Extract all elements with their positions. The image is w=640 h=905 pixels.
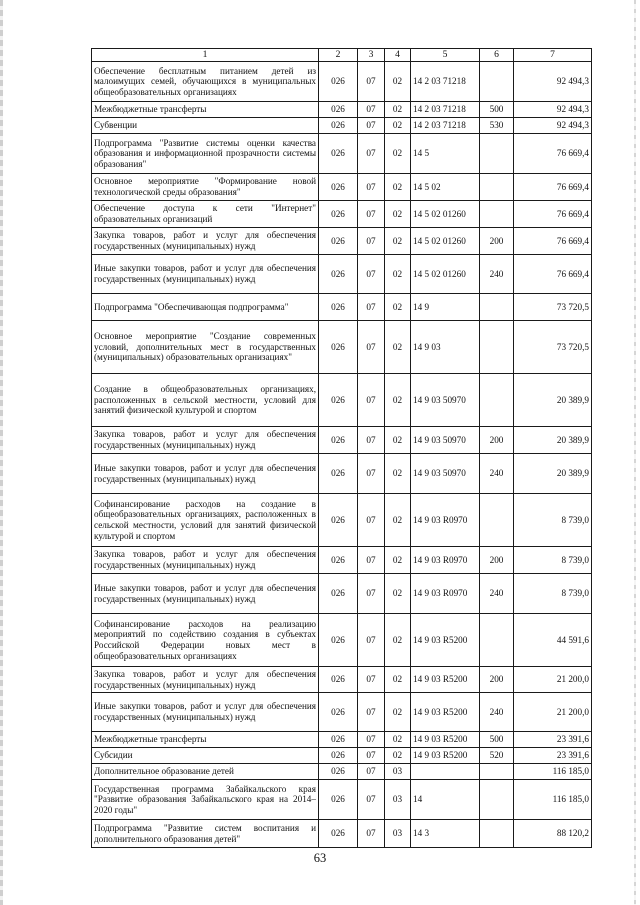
row-csr-cell: 14 9 03 R5200 [411,693,480,732]
table-row [92,780,592,820]
row-rz-cell: 07 [358,174,385,201]
row-name-cell: Иные закупки товаров, работ и услуг для обеспечения государственных (муниципальных) нужд [92,693,319,732]
row-pr-cell: 02 [385,321,411,374]
row-ved-cell: 026 [319,294,358,321]
row-name-cell: Межбюджетные трансферты [92,102,319,118]
row-vr-cell: 500 [480,732,514,748]
row-pr-cell: 02 [385,454,411,494]
row-sum-cell: 20 389,9 [514,454,592,494]
table-row [92,574,592,614]
row-csr-cell: 14 9 03 50970 [411,427,480,454]
row-name-cell: Субсидии [92,748,319,764]
row-vr-cell: 200 [480,547,514,574]
row-rz-cell: 07 [358,780,385,820]
row-ved-cell: 026 [319,574,358,614]
row-pr-cell: 02 [385,228,411,255]
row-ved-cell: 026 [319,134,358,174]
row-sum-cell: 23 391,6 [514,732,592,748]
table-row [92,174,592,201]
row-name-cell: Закупка товаров, работ и услуг для обеспечения государственных (муниципальных) нужд [92,667,319,693]
header-cell-ved: 2 [319,49,358,62]
row-vr-cell [480,62,514,102]
row-pr-cell: 02 [385,255,411,294]
row-rz-cell: 07 [358,732,385,748]
row-csr-cell: 14 5 02 01260 [411,228,480,255]
row-rz-cell: 07 [358,574,385,614]
row-rz-cell: 07 [358,294,385,321]
row-rz-cell: 07 [358,374,385,427]
table-row [92,134,592,174]
row-vr-cell [480,134,514,174]
row-sum-cell: 88 120,2 [514,820,592,848]
row-csr-cell: 14 5 02 [411,174,480,201]
row-ved-cell: 026 [319,174,358,201]
header-cell-pr: 4 [385,49,411,62]
table-row [92,693,592,732]
row-name-cell: Субвенции [92,118,319,134]
row-name-cell: Основное мероприятие "Создание современных условий, дополнительных мест в государственных (муниципальных) образовательных организациях" [92,321,319,374]
row-csr-cell: 14 9 03 50970 [411,374,480,427]
row-pr-cell: 02 [385,494,411,547]
table-row [92,321,592,374]
row-ved-cell: 026 [319,321,358,374]
header-cell-rz: 3 [358,49,385,62]
table-row [92,255,592,294]
row-csr-cell: 14 2 03 71218 [411,118,480,134]
table-row [92,732,592,748]
table-row [92,547,592,574]
row-name-cell: Подпрограмма "Развитие систем воспитания и дополнительного образования детей" [92,820,319,848]
row-sum-cell: 76 669,4 [514,255,592,294]
row-name-cell: Основное мероприятие "Формирование новой технологической среды образования" [92,174,319,201]
row-sum-cell: 73 720,5 [514,321,592,374]
row-ved-cell: 026 [319,732,358,748]
row-rz-cell: 07 [358,494,385,547]
row-pr-cell: 02 [385,294,411,321]
row-name-cell: Государственная программа Забайкальского края "Развитие образования Забайкальского края на 2014–2020 годы" [92,780,319,820]
row-rz-cell: 07 [358,614,385,667]
row-csr-cell: 14 9 03 R5200 [411,667,480,693]
row-vr-cell: 200 [480,667,514,693]
row-name-cell: Закупка товаров, работ и услуг для обеспечения государственных (муниципальных) нужд [92,228,319,255]
row-csr-cell [411,764,480,780]
row-ved-cell: 026 [319,748,358,764]
scan-edge-right [634,0,636,905]
row-csr-cell: 14 2 03 71218 [411,102,480,118]
row-csr-cell: 14 9 03 R5200 [411,732,480,748]
row-ved-cell: 026 [319,255,358,294]
row-csr-cell: 14 9 [411,294,480,321]
row-pr-cell: 02 [385,427,411,454]
row-ved-cell: 026 [319,667,358,693]
row-ved-cell: 026 [319,228,358,255]
row-sum-cell: 73 720,5 [514,294,592,321]
row-ved-cell: 026 [319,614,358,667]
row-rz-cell: 07 [358,667,385,693]
row-vr-cell [480,174,514,201]
row-ved-cell: 026 [319,780,358,820]
row-ved-cell: 026 [319,693,358,732]
row-pr-cell: 02 [385,574,411,614]
table-row [92,118,592,134]
row-vr-cell: 520 [480,748,514,764]
row-name-cell: Иные закупки товаров, работ и услуг для обеспечения государственных (муниципальных) нужд [92,574,319,614]
table-row [92,374,592,427]
row-rz-cell: 07 [358,118,385,134]
row-name-cell: Подпрограмма "Обеспечивающая подпрограмма" [92,294,319,321]
row-pr-cell: 02 [385,62,411,102]
row-csr-cell: 14 5 02 01260 [411,201,480,228]
row-pr-cell: 02 [385,614,411,667]
row-name-cell: Закупка товаров, работ и услуг для обеспечения государственных (муниципальных) нужд [92,427,319,454]
row-vr-cell: 530 [480,118,514,134]
row-sum-cell: 44 591,6 [514,614,592,667]
header-cell-vr: 6 [480,49,514,62]
row-sum-cell: 92 494,3 [514,62,592,102]
row-sum-cell: 20 389,9 [514,374,592,427]
row-pr-cell: 02 [385,547,411,574]
row-rz-cell: 07 [358,693,385,732]
row-pr-cell: 03 [385,764,411,780]
table-row [92,427,592,454]
row-ved-cell: 026 [319,820,358,848]
row-sum-cell: 116 185,0 [514,780,592,820]
row-name-cell: Дополнительное образование детей [92,764,319,780]
page-number: 63 [313,851,327,865]
row-name-cell: Создание в общеобразовательных организациях, расположенных в сельской местности, условий для занятий физической культурой и спортом [92,374,319,427]
row-pr-cell: 02 [385,693,411,732]
row-sum-cell: 92 494,3 [514,102,592,118]
row-rz-cell: 07 [358,454,385,494]
table-header-row [92,49,592,62]
header-cell-csr: 5 [411,49,480,62]
row-pr-cell: 02 [385,134,411,174]
row-sum-cell: 76 669,4 [514,134,592,174]
row-rz-cell: 07 [358,62,385,102]
row-ved-cell: 026 [319,62,358,102]
row-vr-cell: 200 [480,228,514,255]
row-rz-cell: 07 [358,427,385,454]
row-csr-cell: 14 9 03 50970 [411,454,480,494]
row-rz-cell: 07 [358,255,385,294]
row-vr-cell [480,614,514,667]
row-csr-cell: 14 9 03 R5200 [411,748,480,764]
row-vr-cell [480,294,514,321]
row-ved-cell: 026 [319,764,358,780]
row-sum-cell: 8 739,0 [514,494,592,547]
row-sum-cell: 21 200,0 [514,667,592,693]
row-vr-cell [480,321,514,374]
row-csr-cell: 14 9 03 R0970 [411,574,480,614]
row-vr-cell [480,764,514,780]
row-name-cell: Межбюджетные трансферты [92,732,319,748]
row-name-cell: Закупка товаров, работ и услуг для обеспечения государственных (муниципальных) нужд [92,547,319,574]
row-pr-cell: 02 [385,174,411,201]
row-csr-cell: 14 9 03 R0970 [411,494,480,547]
table-row [92,294,592,321]
row-ved-cell: 026 [319,118,358,134]
row-pr-cell: 03 [385,820,411,848]
row-name-cell: Иные закупки товаров, работ и услуг для обеспечения государственных (муниципальных) нужд [92,454,319,494]
row-sum-cell: 8 739,0 [514,547,592,574]
row-name-cell: Софинансирование расходов на создание в общеобразовательных организациях, расположенных в сельской местности, условий для занятий физической культурой и спортом [92,494,319,547]
row-csr-cell: 14 5 [411,134,480,174]
row-pr-cell: 02 [385,732,411,748]
row-sum-cell: 8 739,0 [514,574,592,614]
row-rz-cell: 07 [358,820,385,848]
table-row [92,62,592,102]
row-vr-cell: 200 [480,427,514,454]
row-sum-cell: 116 185,0 [514,764,592,780]
scan-edge-left [0,0,3,905]
row-sum-cell: 23 391,6 [514,748,592,764]
header-cell-sum: 7 [514,49,592,62]
table-row [92,764,592,780]
table-row [92,667,592,693]
row-sum-cell: 76 669,4 [514,201,592,228]
row-name-cell: Обеспечение бесплатным питанием детей из малоимущих семей, обучающихся в муниципальных общеобразовательных организациях [92,62,319,102]
row-pr-cell: 02 [385,102,411,118]
row-sum-cell: 20 389,9 [514,427,592,454]
header-cell-name: 1 [92,49,319,62]
row-pr-cell: 02 [385,748,411,764]
row-csr-cell: 14 3 [411,820,480,848]
row-rz-cell: 07 [358,201,385,228]
row-pr-cell: 02 [385,667,411,693]
row-csr-cell: 14 9 03 R5200 [411,614,480,667]
row-vr-cell [480,374,514,427]
row-ved-cell: 026 [319,427,358,454]
row-vr-cell [480,780,514,820]
row-pr-cell: 02 [385,374,411,427]
row-name-cell: Подпрограмма "Развитие системы оценки качества образования и информационной прозрачности системы образования" [92,134,319,174]
row-ved-cell: 026 [319,374,358,427]
row-sum-cell: 76 669,4 [514,174,592,201]
budget-table [91,48,592,848]
row-vr-cell: 500 [480,102,514,118]
row-sum-cell: 76 669,4 [514,228,592,255]
row-ved-cell: 026 [319,201,358,228]
row-sum-cell: 92 494,3 [514,118,592,134]
row-vr-cell [480,201,514,228]
row-pr-cell: 03 [385,780,411,820]
row-ved-cell: 026 [319,454,358,494]
table-body [92,49,592,848]
table-row [92,494,592,547]
row-csr-cell: 14 9 03 [411,321,480,374]
row-rz-cell: 07 [358,748,385,764]
row-rz-cell: 07 [358,547,385,574]
row-vr-cell: 240 [480,693,514,732]
row-rz-cell: 07 [358,764,385,780]
row-vr-cell: 240 [480,255,514,294]
row-ved-cell: 026 [319,102,358,118]
table-row [92,201,592,228]
row-rz-cell: 07 [358,228,385,255]
table-row [92,748,592,764]
row-rz-cell: 07 [358,102,385,118]
row-rz-cell: 07 [358,134,385,174]
table-row [92,102,592,118]
table-row [92,228,592,255]
row-csr-cell: 14 9 03 R0970 [411,547,480,574]
row-vr-cell: 240 [480,454,514,494]
row-name-cell: Обеспечение доступа к сети "Интернет" образовательных организаций [92,201,319,228]
row-rz-cell: 07 [358,321,385,374]
row-pr-cell: 02 [385,118,411,134]
row-name-cell: Иные закупки товаров, работ и услуг для обеспечения государственных (муниципальных) нужд [92,255,319,294]
row-name-cell: Софинансирование расходов на реализацию мероприятий по содействию создания в субъектах Российской Федерации новых мест в общеобразовательных организациях [92,614,319,667]
row-vr-cell [480,820,514,848]
row-ved-cell: 026 [319,547,358,574]
row-ved-cell: 026 [319,494,358,547]
table-row [92,614,592,667]
table-row [92,454,592,494]
row-csr-cell: 14 [411,780,480,820]
row-vr-cell [480,494,514,547]
row-csr-cell: 14 5 02 01260 [411,255,480,294]
row-sum-cell: 21 200,0 [514,693,592,732]
row-csr-cell: 14 2 03 71218 [411,62,480,102]
table-row [92,820,592,848]
row-pr-cell: 02 [385,201,411,228]
row-vr-cell: 240 [480,574,514,614]
